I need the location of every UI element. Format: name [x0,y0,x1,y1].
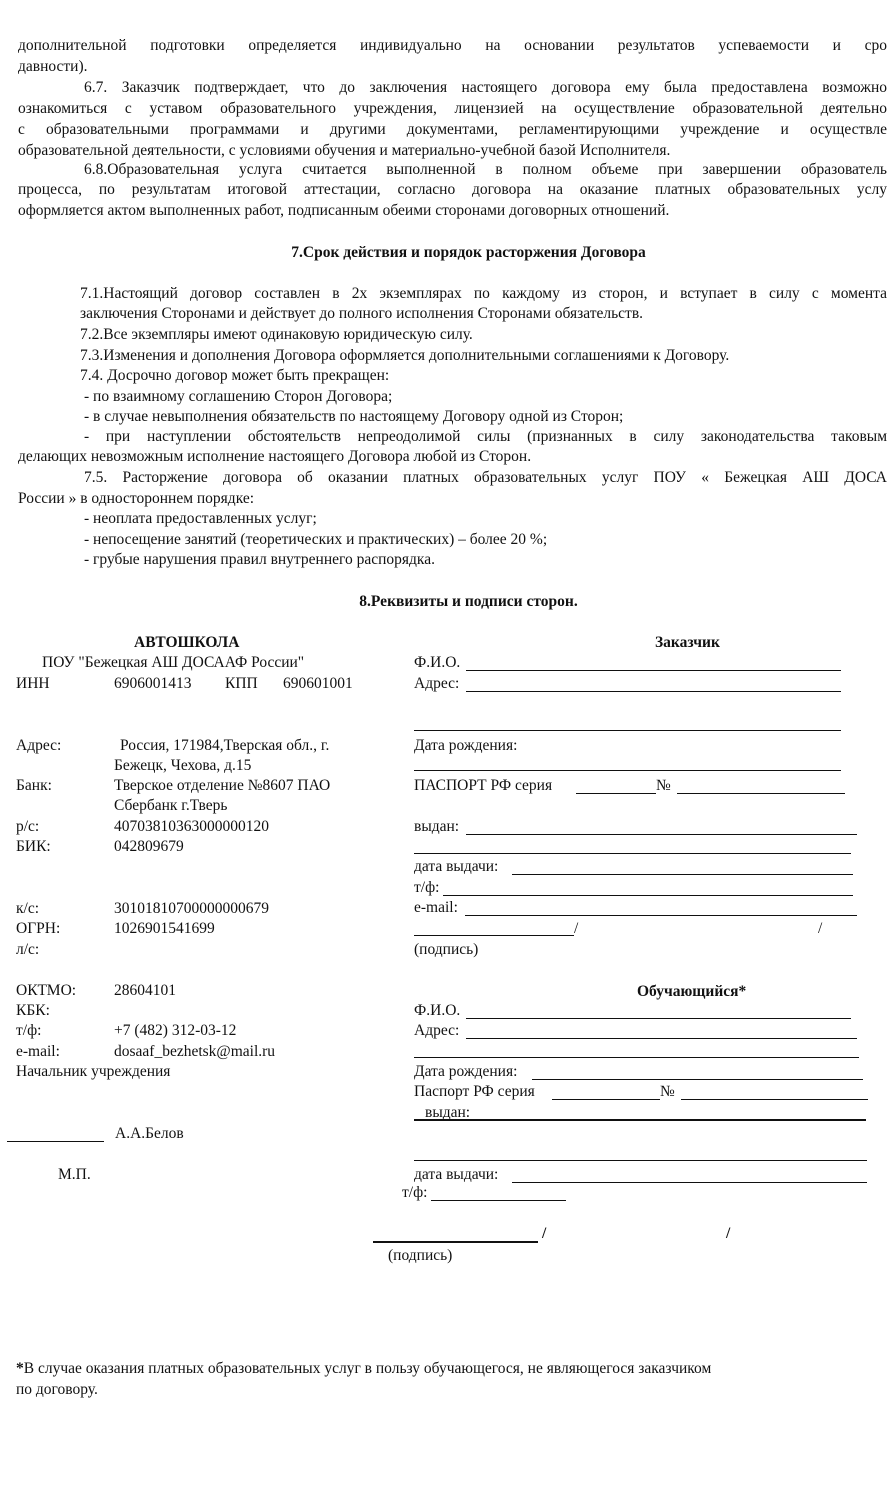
customer-issued-field[interactable] [466,834,857,835]
paragraph-line: дополнительной подготовки определяется индивидуально на основании результатов успеваемости и сро [18,37,887,54]
student-heading: Обучающийся* [637,983,747,1000]
student-phone-field[interactable] [431,1200,566,1201]
paragraph-line: оформляется актом выполненных работ, подписанным обеими сторонами договорных отношений. [18,202,670,219]
address-value: Бежецк, Чехова, д.15 [114,757,252,774]
paragraph-line: процесса, по результатам итоговой аттестации, согласно договора на оказание платных образовательных услу [18,181,887,198]
customer-issue-date-label: дата выдачи: [414,858,499,875]
customer-birth-label: Дата рождения: [414,737,518,754]
rs-value: 40703810363000000120 [114,818,269,835]
oktmo-label: ОКТМО: [16,982,77,999]
clause-7-4: 7.4. Досрочно договор может быть прекращен: [80,367,390,384]
customer-signature-line[interactable] [414,935,574,936]
ogrn-value: 1026901541699 [114,920,215,937]
student-passport-label: Паспорт РФ серия [414,1083,535,1100]
student-phone-label: т/ф: [402,1184,428,1201]
section-8-title: 8.Реквизиты и подписи сторон. [359,593,578,610]
kpp-value: 690601001 [283,675,353,692]
student-birth-label: Дата рождения: [414,1063,518,1080]
student-issued-label: выдан: [425,1104,471,1121]
customer-address-label: Адрес: [414,675,460,692]
student-address-label: Адрес: [414,1022,460,1039]
clause-7-2: 7.2.Все экземпляры имеют одинаковую юридическую силу. [80,326,473,343]
phone-label: т/ф: [16,1022,42,1039]
list-item: - по взаимному соглашению Сторон Договора; [84,388,393,405]
clause-6-7: 6.7. Заказчик подтверждает, что до заключения настоящего договора ему была предоставлена возможно [84,79,887,96]
paragraph-line: образовательной деятельности, с условиями обучения и материально-учебной базой Исполнителя. [18,142,671,159]
kpp-label: КПП [225,675,258,692]
student-signature-line[interactable] [373,1241,538,1243]
list-item: - непосещение занятий (теоретических и практических) – более 20 %; [84,531,548,548]
section-7-title: 7.Срок действия и порядок расторжения Договора [291,244,646,261]
customer-issued-label: выдан: [414,818,460,835]
paragraph-line: с образовательными программами и другими документами, регламентирующими учреждение и осуществле [18,121,887,138]
list-item: - при наступлении обстоятельств непреодолимой силы (признанных в силу законодательства таковым [84,428,887,445]
footnote [16,1359,711,1379]
customer-email-field[interactable] [465,915,857,916]
student-birth-field[interactable] [532,1079,863,1080]
bik-label: БИК: [16,838,51,855]
student-passport-number-label: № [660,1083,675,1100]
customer-phone-label: т/ф: [414,879,440,896]
student-signature-caption: (подпись) [388,1247,453,1264]
customer-passport-label: ПАСПОРТ РФ серия [414,777,553,794]
list-item: - в случае невыполнения обязательств по настоящему Договору одной из Сторон; [84,408,624,425]
student-address-field[interactable] [466,1038,857,1039]
rs-label: р/с: [16,818,40,835]
student-fio-field[interactable] [466,1018,851,1019]
address-label: Адрес: [16,737,62,754]
paragraph-line: давности). [18,58,88,75]
customer-email-label: e-mail: [414,899,458,916]
bank-value: Сбербанк г.Тверь [114,797,228,814]
student-issue-date-field[interactable] [512,1182,867,1183]
oktmo-value: 28604101 [114,982,176,999]
phone-value: +7 (482) 312-03-12 [114,1022,237,1039]
clause-6-8: 6.8.Образовательная услуга считается выполненной в полном объеме при завершении образователь [84,161,887,178]
head-label: Начальник учреждения [16,1063,171,1080]
clause-7-1: 7.1.Настоящий договор составлен в 2х экземплярах по каждому из сторон, и вступает в силу с момента [80,285,887,302]
address-value: Россия, 171984,Тверская обл., г. [120,737,330,754]
head-signature-line [7,1141,104,1142]
student-address-field-2[interactable] [414,1057,859,1058]
customer-passport-number-field[interactable] [677,793,845,794]
customer-issued-field-2[interactable] [414,853,851,854]
customer-issue-date-field[interactable] [512,874,853,875]
ogrn-label: ОГРН: [16,920,61,937]
stamp-label: М.П. [58,1166,91,1183]
student-fio-label: Ф.И.О. [414,1002,461,1019]
ls-label: л/с: [16,941,40,958]
student-passport-number-field[interactable] [681,1099,868,1100]
customer-address-field-2[interactable] [414,730,841,731]
ks-label: к/с: [16,900,40,917]
bank-label: Банк: [16,777,52,794]
list-item: - грубые нарушения правил внутреннего распорядка. [84,551,435,568]
student-signature-slash: / [542,1225,547,1242]
school-name: ПОУ "Бежецкая АШ ДОСААФ России" [42,654,305,671]
customer-address-field[interactable] [466,691,841,692]
customer-heading: Заказчик [655,634,720,651]
email-label: e-mail: [16,1043,60,1060]
kbk-label: КБК: [16,1002,50,1019]
customer-phone-field[interactable] [443,895,853,896]
customer-fio-field[interactable] [466,670,841,671]
bank-value: Тверское отделение №8607 ПАО [114,777,331,794]
customer-passport-series-field[interactable] [576,793,656,794]
footnote-star: * [16,1360,24,1377]
email-value: dosaaf_bezhetsk@mail.ru [114,1043,276,1060]
bik-value: 042809679 [114,838,184,855]
paragraph-line: России » в одностороннем порядке: [18,490,255,507]
student-issued-field[interactable] [414,1119,866,1121]
footnote-text: по договору. [16,1381,98,1398]
student-issue-date-label: дата выдачи: [414,1166,499,1183]
customer-birth-field[interactable] [414,770,841,771]
inn-label: ИНН [16,675,50,692]
student-issued-field-2[interactable] [414,1160,867,1161]
clause-7-5: 7.5. Расторжение договора об оказании платных образовательных услуг ПОУ « Бежецкая АШ ДОСА [84,469,887,486]
paragraph-line: делающих невозможным исполнение настоящего Договора любой из Сторон. [18,448,532,465]
student-passport-series-field[interactable] [552,1099,660,1100]
customer-signature-caption: (подпись) [414,941,479,958]
paragraph-line: заключения Сторонами и действует до полного исполнения Сторонами обязательств. [80,305,644,322]
customer-passport-number-label: № [656,777,671,794]
list-item: - неоплата предоставленных услуг; [84,510,317,527]
customer-signature-slash: / [574,920,579,937]
ks-value: 30101810700000000679 [114,900,269,917]
student-signature-slash: / [726,1225,731,1242]
inn-value: 6906001413 [114,675,192,692]
school-heading: АВТОШКОЛА [134,634,240,651]
clause-7-3: 7.3.Изменения и дополнения Договора оформляется дополнительными соглашениями к Договору. [80,347,730,364]
customer-fio-label: Ф.И.О. [414,654,461,671]
head-name: А.А.Белов [115,1125,184,1142]
paragraph-line: ознакомиться с уставом образовательного учреждения, лицензией на осуществление образовательной деятельно [18,100,887,117]
footnote-text: В случае оказания платных образовательных услуг в пользу обучающегося, не являющегося заказчиком [23,1360,712,1377]
customer-signature-slash: / [818,920,823,937]
